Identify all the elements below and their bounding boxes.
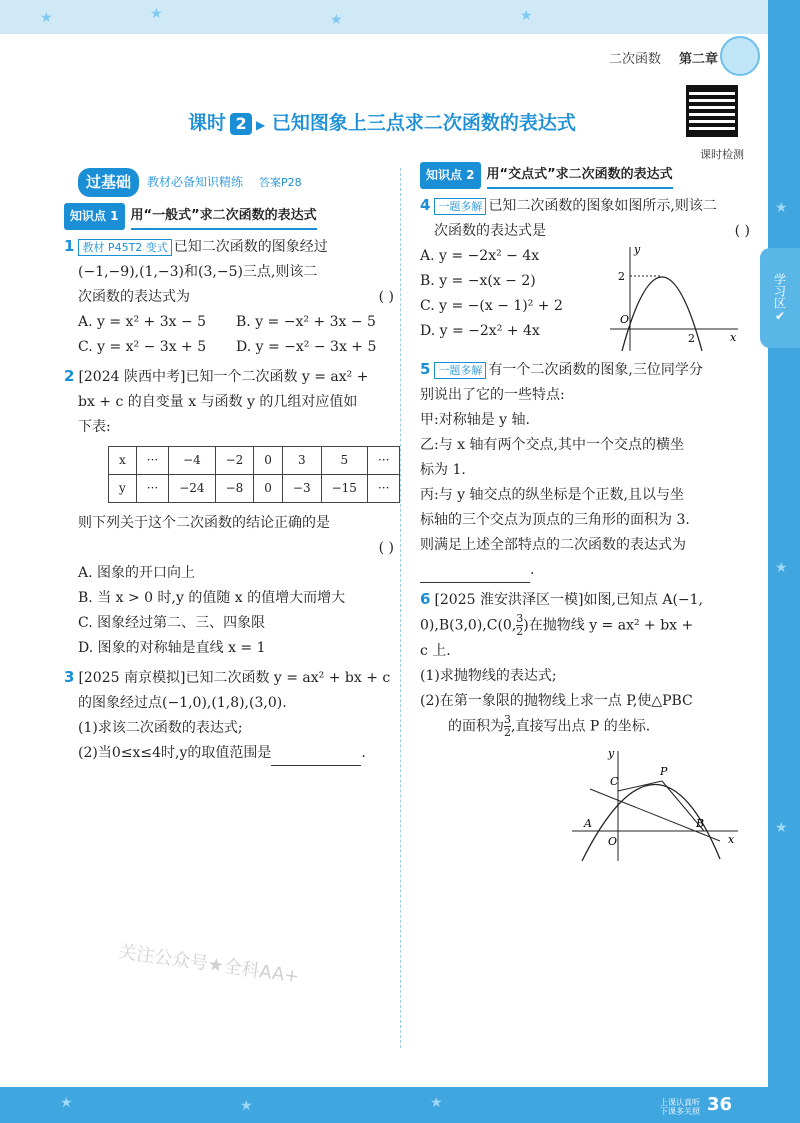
mascot-icon <box>720 36 760 76</box>
answer-blank[interactable] <box>271 751 361 766</box>
question-2: 2 [2024 陕西中考]已知一个二次函数 y = ax² + bx + c 的自变量 x 与函数 y 的几组对应值如 下表: x ··· −4 −2 0 3 5 ··· y ··· −24 −8 0 −3 −15 ··· 则下列关于这个二次函数的结论正确的是 ( ) A. 图象的开口向上 B. 当 x > 0 时,y 的值随 x 的值增大而增大 C. 图象经过第二、三、四象限 D. 图象的对称轴是直线 x = 1 <box>64 364 394 661</box>
star-icon: ★ <box>40 10 53 26</box>
qr-code-icon[interactable] <box>686 85 738 137</box>
question-6: 6 [2025 淮安洪泽区一模]如图,已知点 A(−1, 0),B(3,0),C(0, $\frac{3}{2}$)在抛物线 y = ax² + bx + c 上. (1)求抛物线的表达式; (2)在第一象限的抛物线上求一点 P,使△PBC 的面积为 $\frac{3}{2}$,直接写出点 P 的坐标. y x O A B C P <box>420 587 750 864</box>
left-column <box>64 168 394 766</box>
option-d[interactable]: D. 图象的对称轴是直线 x = 1 <box>78 640 266 656</box>
option-a[interactable]: A. y = x² + 3x − 5 <box>78 314 207 330</box>
segment-cp <box>618 781 662 791</box>
svg-text:2: 2 <box>688 332 695 345</box>
star-icon: ★ <box>520 8 533 24</box>
parabola-graph-q6 <box>570 749 740 864</box>
fraction: $\frac{3}{2}$ <box>516 612 524 638</box>
star-icon: ★ <box>60 1095 73 1111</box>
side-tab[interactable]: 学习区 ✔ <box>760 248 800 348</box>
svg-text:y: y <box>634 243 641 256</box>
watermark: 关注公众号★全科AA+ <box>117 941 301 988</box>
table-row: y ··· −24 −8 0 −3 −15 ··· <box>109 475 400 503</box>
qr-label: 课时检测 <box>700 148 744 161</box>
check-icon: ✔ <box>774 309 786 323</box>
option-a[interactable]: A. y = −2x² − 4x <box>420 248 540 264</box>
q1-options <box>64 310 394 360</box>
svg-text:A: A <box>584 817 592 830</box>
option-c[interactable]: C. y = x² − 3x + 5 <box>78 339 207 355</box>
option-b[interactable]: B. y = −x(x − 2) <box>420 273 536 289</box>
svg-text:x: x <box>730 331 737 344</box>
svg-text:x: x <box>728 833 735 846</box>
running-header: 二次函数 第二章 <box>608 52 718 67</box>
right-column <box>420 162 750 864</box>
lesson-title: 课时 2 ▶ 已知图象上三点求二次函数的表达式 <box>188 112 576 134</box>
option-b[interactable]: B. y = −x² + 3x − 5 <box>236 314 376 330</box>
option-a[interactable]: A. 图象的开口向上 <box>78 565 196 581</box>
svg-text:O: O <box>620 313 630 326</box>
star-icon: ★ <box>430 1095 443 1111</box>
option-c[interactable]: C. 图象经过第二、三、四象限 <box>78 615 266 631</box>
question-3: 3 [2025 南京模拟]已知二次函数 y = ax² + bx + c 的图象经过点(−1,0),(1,8),(3,0). (1)求该二次函数的表达式; (2)当0≤x≤4时,y的取值范围是 . <box>64 665 394 766</box>
svg-text:C: C <box>610 775 619 788</box>
footer-slogan: 上课认真听 下课多关照 <box>660 1098 700 1116</box>
svg-text:B: B <box>696 817 705 830</box>
option-c[interactable]: C. y = −(x − 1)² + 2 <box>420 298 563 314</box>
star-icon: ★ <box>775 820 788 836</box>
parabola-graph-q4 <box>600 243 740 353</box>
question-5: 5 一题多解 有一个二次函数的图象,三位同学分 别说出了它的一些特点: 甲:对称轴是 y 轴. 乙:与 x 轴有两个交点,其中一个交点的横坐 标为 1. 丙:与 y 轴交点的纵坐标是个正数,且以与坐 标轴的三个交点为顶点的三角形的面积为 3. 则满足上述全部特点的二次函数的表达式为 . <box>420 357 750 583</box>
page-number: 36 <box>706 1094 732 1115</box>
column-divider <box>400 168 401 1048</box>
top-stripe <box>0 0 800 34</box>
star-icon: ★ <box>330 12 343 28</box>
question-4: 4 一题多解 已知二次函数的图象如图所示,则该二 次函数的表达式是 ( ) A. y = −2x² − 4x B. y = −x(x − 2) C. y = −(x − 1)² + 2 D. y = −2x² + 4x y x O 2 2 <box>420 193 750 353</box>
svg-text:y: y <box>608 749 615 760</box>
play-triangle-icon: ▶ <box>256 118 266 132</box>
table-row: x ··· −4 −2 0 3 5 ··· <box>109 447 400 475</box>
answer-blank[interactable] <box>420 568 530 583</box>
fraction: $\frac{3}{2}$ <box>504 712 511 739</box>
svg-text:O: O <box>608 835 618 848</box>
star-icon: ★ <box>775 200 788 216</box>
knowledge-point-1: 知识点 1 用“一般式”求二次函数的表达式 <box>64 203 394 230</box>
star-icon: ★ <box>150 6 163 22</box>
option-d[interactable]: D. y = −2x² + 4x <box>420 323 540 339</box>
svg-text:P: P <box>660 765 668 778</box>
star-icon: ★ <box>775 560 788 576</box>
option-d[interactable]: D. y = −x² − 3x + 5 <box>236 339 377 355</box>
question-1: 1 教材 P45T2 变式 已知二次函数的图象经过 (−1,−9),(1,−3)和(3,−5)三点,则该二 次函数的表达式为 ( ) A. y = x² + 3x − 5 B. y = −x² + 3x − 5 C. y = x² − 3x + 5 D. y = −x² − 3x + 5 <box>64 234 394 360</box>
star-icon: ★ <box>240 1098 253 1114</box>
knowledge-point-2: 知识点 2 用“交点式”求二次函数的表达式 <box>420 162 750 189</box>
value-table <box>108 446 400 503</box>
option-b[interactable]: B. 当 x > 0 时,y 的值随 x 的值增大而增大 <box>78 590 346 606</box>
section-banner: 过基础 教材必备知识精练 答案P28 <box>78 168 394 197</box>
svg-text:2: 2 <box>618 270 625 283</box>
